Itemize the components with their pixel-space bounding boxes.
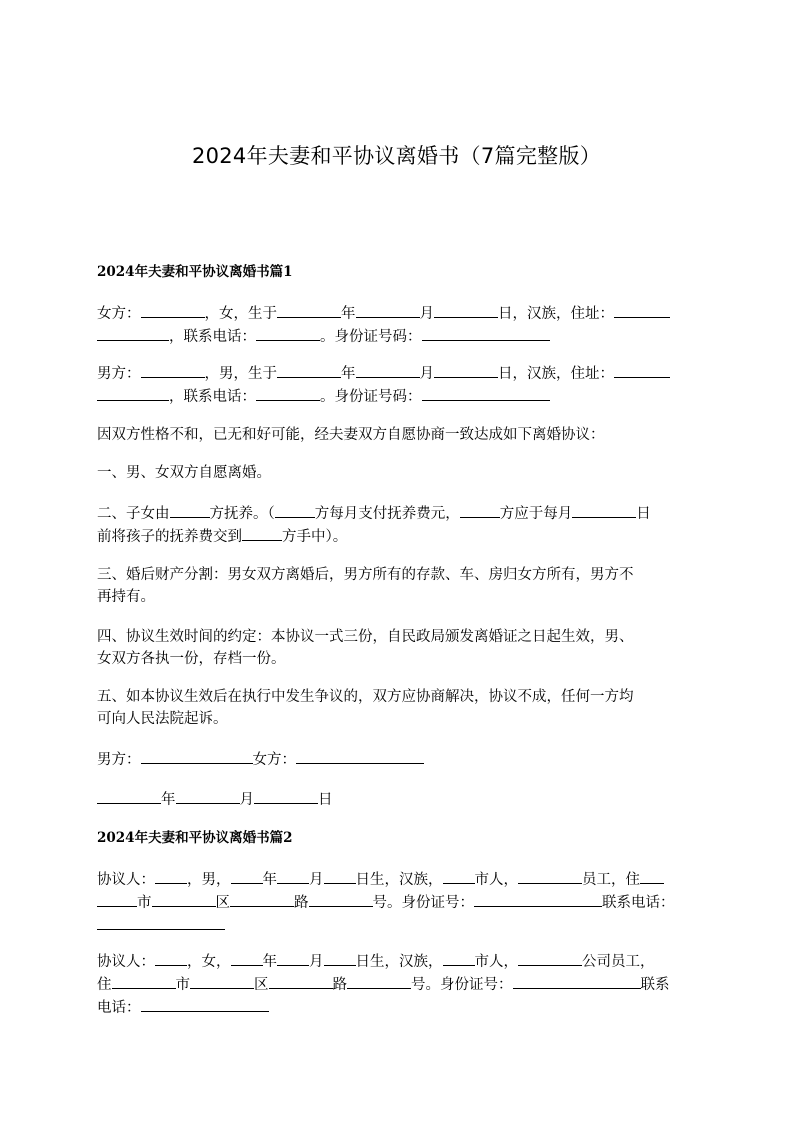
month-label: 月 [239, 792, 254, 808]
clause-5 [97, 686, 697, 730]
clause-3-line-2: 再持有。 [97, 589, 155, 605]
blank-field[interactable] [152, 891, 216, 907]
husband-info-paragraph [97, 362, 697, 408]
clause-3 [97, 564, 697, 608]
clause-text: 方应于每月 [499, 506, 573, 522]
blank-field[interactable] [518, 868, 582, 884]
clause-2-line-1 [97, 502, 697, 525]
id-label: 。身份证号码： [320, 329, 422, 345]
husband-label: 男方： [97, 366, 141, 382]
blank-field[interactable] [474, 891, 602, 907]
month-label: 月 [419, 366, 434, 382]
party-text: 员工，住 [582, 872, 640, 888]
year-label: 年 [161, 792, 176, 808]
clause-4 [97, 626, 697, 670]
blank-field[interactable] [277, 868, 309, 884]
intro-paragraph: 因双方性格不和，已无和好可能，经夫妻双方自愿协商一致达成如下离婚协议： [97, 427, 605, 443]
month-label: 月 [419, 306, 434, 322]
signature-line [97, 748, 697, 771]
blank-field[interactable] [277, 362, 341, 378]
husband-sign-label: 男方： [97, 752, 141, 768]
blank-field[interactable] [356, 362, 420, 378]
party-text: 年 [262, 954, 277, 970]
husband-info-line-2 [97, 385, 697, 408]
blank-field[interactable] [277, 302, 341, 318]
party-text: 路 [294, 895, 309, 911]
blank-field[interactable] [347, 973, 411, 989]
document-title: 2024年夫妻和平协议离婚书（7篇完整版） [191, 144, 602, 168]
blank-field[interactable] [269, 973, 333, 989]
blank-field[interactable] [614, 302, 670, 318]
blank-field[interactable] [97, 788, 161, 804]
day-address-label: 日，汉族，住址： [498, 306, 614, 322]
clause-4-line-2: 女双方各执一份，存档一份。 [97, 651, 286, 667]
blank-field[interactable] [460, 502, 500, 518]
section-2-heading: 2024年夫妻和平协议离婚书篇2 [97, 830, 293, 846]
party-label: 协议人： [97, 954, 155, 970]
husband-info-line-1 [97, 362, 697, 385]
party-text: 月 [309, 954, 324, 970]
party-2-paragraph [97, 950, 697, 1019]
party-text: ，女， [187, 954, 231, 970]
party-text: 电话： [97, 1000, 141, 1016]
clause-1: 一、男、女双方自愿离婚。 [97, 465, 271, 481]
party-2-line-3 [97, 996, 697, 1019]
wife-gender-text: ，女，生于 [204, 306, 277, 322]
blank-field[interactable] [176, 788, 240, 804]
clause-text: 前将孩子的抚养费交到 [97, 529, 242, 545]
blank-field[interactable] [256, 385, 320, 401]
wife-info-paragraph [97, 302, 697, 348]
blank-field[interactable] [422, 325, 550, 341]
party-text: 市 [137, 895, 152, 911]
id-label: 。身份证号码： [320, 389, 422, 405]
clause-2 [97, 502, 697, 548]
party-label: 协议人： [97, 872, 155, 888]
day-label: 日 [318, 792, 333, 808]
party-text: 区 [215, 895, 230, 911]
clause-4-line-1: 四、协议生效时间的约定：本协议一式三份，自民政局颁发离婚证之日起生效，男、 [97, 629, 634, 645]
blank-field[interactable] [518, 950, 582, 966]
wife-sign-label: 女方： [252, 752, 296, 768]
blank-field[interactable] [97, 891, 137, 907]
party-text: 联系电话： [602, 895, 675, 911]
party-text: 日生，汉族， [355, 954, 443, 970]
blank-field[interactable] [640, 868, 664, 884]
blank-field[interactable] [155, 868, 187, 884]
husband-gender-text: ，男，生于 [204, 366, 277, 382]
party-text: 号。身份证号： [411, 977, 513, 993]
clause-text: 方手中）。 [282, 529, 348, 545]
blank-field[interactable] [190, 973, 254, 989]
blank-field[interactable] [112, 973, 176, 989]
party-text: 公司员工， [582, 954, 655, 970]
day-address-label: 日，汉族，住址： [498, 366, 614, 382]
party-1-line-1 [97, 868, 697, 891]
party-2-line-2 [97, 973, 697, 996]
blank-field[interactable] [324, 868, 356, 884]
party-text: 联系 [640, 977, 670, 993]
party-text: 市 [175, 977, 190, 993]
blank-field[interactable] [277, 950, 309, 966]
blank-field[interactable] [254, 788, 318, 804]
clause-text: 方每月支付抚养费元， [314, 506, 460, 522]
clause-5-line-2: 可向人民法院起诉。 [97, 711, 228, 727]
party-text: 市人， [474, 872, 518, 888]
blank-field[interactable] [256, 325, 320, 341]
blank-field[interactable] [443, 950, 475, 966]
wife-info-line-1 [97, 302, 697, 325]
year-label: 年 [341, 366, 356, 382]
blank-field[interactable] [422, 385, 550, 401]
blank-field[interactable] [231, 950, 263, 966]
clause-text: 二、子女由 [97, 506, 170, 522]
party-text: ，男， [187, 872, 231, 888]
party-text: 区 [254, 977, 269, 993]
wife-info-line-2 [97, 325, 697, 348]
party-1-line-3 [97, 914, 697, 937]
party-text: 市人， [474, 954, 518, 970]
party-1-line-2 [97, 891, 697, 914]
blank-field[interactable] [356, 302, 420, 318]
phone-label: ，联系电话： [169, 329, 256, 345]
party-text: 路 [332, 977, 347, 993]
clause-text: 方抚养。（ [209, 506, 275, 522]
blank-field[interactable] [97, 914, 225, 930]
party-text: 住 [97, 977, 112, 993]
clause-3-line-1: 三、婚后财产分割：男女双方离婚后，男方所有的存款、车、房归女方所有，男方不 [97, 567, 634, 583]
blank-field[interactable] [155, 950, 187, 966]
party-text: 年 [262, 872, 277, 888]
blank-field[interactable] [572, 502, 636, 518]
blank-field[interactable] [324, 950, 356, 966]
blank-field[interactable] [513, 973, 641, 989]
blank-field[interactable] [170, 502, 210, 518]
clause-5-line-1: 五、如本协议生效后在执行中发生争议的，双方应协商解决，协议不成，任何一方均 [97, 689, 634, 705]
blank-field[interactable] [614, 362, 670, 378]
blank-field[interactable] [443, 868, 475, 884]
blank-field[interactable] [97, 325, 169, 341]
clause-2-line-2 [97, 525, 697, 548]
date-line [97, 788, 697, 811]
blank-field[interactable] [309, 891, 373, 907]
party-text: 号。身份证号： [372, 895, 474, 911]
clause-text: 日 [636, 506, 651, 522]
wife-signature-field[interactable] [296, 748, 424, 764]
section-1-heading: 2024年夫妻和平协议离婚书篇1 [97, 264, 293, 280]
party-text: 日生，汉族， [355, 872, 443, 888]
blank-field[interactable] [231, 868, 263, 884]
blank-field[interactable] [434, 302, 498, 318]
blank-field[interactable] [141, 302, 205, 318]
party-2-line-1 [97, 950, 697, 973]
blank-field[interactable] [275, 502, 315, 518]
year-label: 年 [341, 306, 356, 322]
party-text: 月 [309, 872, 324, 888]
blank-field[interactable] [434, 362, 498, 378]
blank-field[interactable] [242, 525, 282, 541]
blank-field[interactable] [141, 996, 269, 1012]
wife-label: 女方： [97, 306, 141, 322]
phone-label: ，联系电话： [169, 389, 256, 405]
blank-field[interactable] [141, 362, 205, 378]
party-1-paragraph [97, 868, 697, 937]
blank-field[interactable] [230, 891, 294, 907]
husband-signature-field[interactable] [141, 748, 253, 764]
blank-field[interactable] [97, 385, 169, 401]
